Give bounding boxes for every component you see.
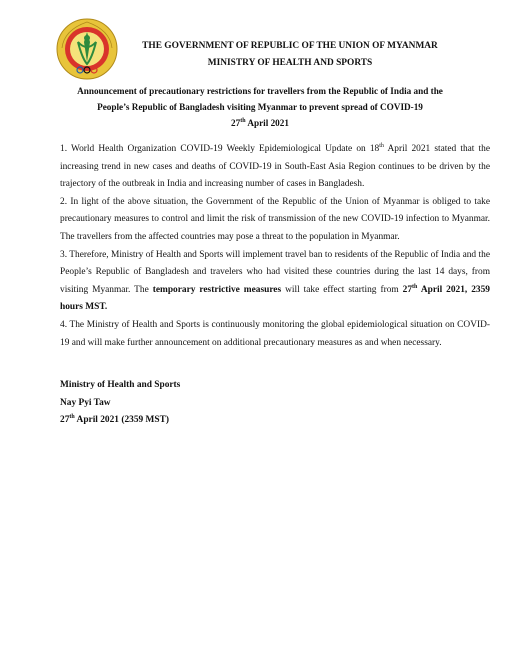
title-line-2: People’s Republic of Bangladesh visiting Myanmar to prevent spread of COVID-19	[97, 102, 423, 112]
title-date-rest: April 2021	[245, 118, 289, 128]
sig-date-day: 27	[60, 415, 70, 426]
signature-date	[60, 412, 180, 430]
signature-org: Ministry of Health and Sports	[60, 380, 181, 390]
paragraph-4: 4. The Ministry of Health and Sports is continuously monitoring the global epidemiological situation on COVID-19 and will make further announcement on additional precautionary measures as and when necessary.	[60, 319, 490, 348]
p3-date-day: 27	[402, 284, 413, 295]
p1-text-a: 1. World Health Organization COVID-19 Weekly Epidemiological Update on 18	[60, 144, 380, 154]
paragraph-2: 2. In light of the above situation, the Government of the Republic of the Union of Myanmar is obliged to take precautionary measures to control and limit the risk of transmission of the new COVID-19 infection to Myanmar. The travellers from the affected countries may pose a threat to the population in Myanmar.	[60, 196, 490, 242]
p3-date-rest: April 2021, 2359 hours MST.	[60, 284, 490, 313]
sig-date-rest: April 2021 (2359 MST)	[74, 415, 169, 426]
p1-sup: th	[379, 142, 384, 149]
title-line-1: Announcement of precautionary restrictions for travellers from the Republic of India and the	[77, 86, 443, 96]
p3-date-sup: th	[412, 283, 418, 290]
signature-place: Nay Pyi Taw	[60, 397, 111, 408]
p3-bold: temporary restrictive measures	[152, 284, 282, 295]
ministry-name: MINISTRY OF HEALTH AND SPORTS	[207, 58, 373, 68]
sig-date-sup: th	[69, 414, 75, 421]
paragraph-3	[60, 247, 490, 317]
p1-text-b: April 2021 stated that the increasing trend in new cases and deaths of COVID-19 in South-East Asia Region continues to be driven by the trajectory of the outbreak in India and increasing number of cases in Bangladesh.	[60, 144, 490, 190]
government-name: THE GOVERNMENT OF REPUBLIC OF THE UNION OF MYANMAR	[142, 41, 438, 51]
announcement-title	[56, 83, 464, 131]
title-date-sup: th	[240, 117, 246, 124]
p3-text-a: 3. Therefore, Ministry of Health and Sports will implement travel ban to residents of the Republic of India and the People’s Republic of Bangladesh and travelers who had visited these countries during the last 14 days, from visiting Myanmar. The	[60, 249, 490, 295]
paragraph-1	[60, 141, 490, 194]
title-date	[56, 115, 464, 131]
title-date-day: 27	[231, 118, 241, 128]
p3-text-b: will take effect starting from	[281, 284, 403, 295]
announcement-body	[60, 141, 490, 352]
document-header	[0, 38, 520, 72]
signature-block	[60, 377, 180, 430]
